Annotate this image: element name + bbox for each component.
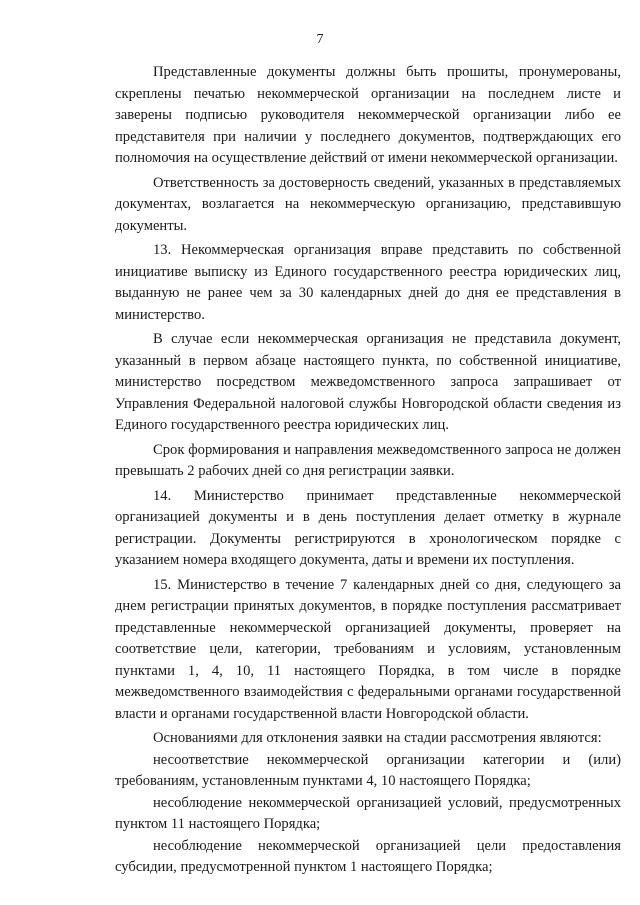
list-item-purpose-violation: несоблюдение некоммерческой организацией цели предоставления субсидии, предусмотренной пунктом 1 настоящего Порядка; [115, 837, 621, 875]
list-item-conditions-violation: несоблюдение некоммерческой организацией условий, предусмотренных пунктом 11 настоящего Порядка; [115, 794, 621, 832]
document-body [115, 62, 621, 879]
paragraph-documents-requirements: Представленные документы должны быть прошиты, пронумерованы, скреплены печатью некоммерческой организации на последнем листе и заверены подписью руководителя некоммерческой организации либо ее представителя при наличии у последнего документов, подтверждающих его полномочия на осуществление действий от имени некоммерческой организации. [115, 64, 621, 166]
paragraph-clause-15: 15. Министерство в течение 7 календарных дней со дня, следующего за днем регистрации принятых документов, в порядке поступления рассматривает представленные некоммерческой организацией документы, проверяет на соответствие цели, категории, требованиям и условиям, установленным пунктами 1, 4, 10, 11 настоящего Порядка, в том числе в порядке межведомственного взаимодействия с федеральными органами государственной власти и органами государственной власти Новгородской области. [115, 576, 621, 722]
paragraph-clause-14: 14. Министерство принимает представленные некоммерческой организацией документы и в день поступления делает отметку в журнале регистрации. Документы регистрируются в хронологическом порядке с указанием номера входящего документа, даты и времени их поступления. [115, 487, 621, 568]
paragraph-clause-13: 13. Некоммерческая организация вправе представить по собственной инициативе выписку из Единого государственного реестра юридических лиц, выданную не ранее чем за 30 календарных дней до дня ее представления в министерство. [115, 242, 621, 323]
paragraph-request-deadline: Срок формирования и направления межведомственного запроса не должен превышать 2 рабочих дней со дня регистрации заявки. [115, 441, 621, 479]
paragraph-interagency-request: В случае если некоммерческая организация не представила документ, указанный в первом абзаце настоящего пункта, по собственной инициативе, министерство посредством межведомственного запроса запрашивает от Управления Федеральной налоговой службы Новгородской области сведения из Единого государственного реестра юридических лиц. [115, 331, 621, 433]
list-item-category-mismatch: несоответствие некоммерческой организации категории и (или) требованиям, установленным пунктами 4, 10 настоящего Порядка; [115, 751, 621, 789]
paragraph-responsibility: Ответственность за достоверность сведений, указанных в представляемых документах, возлагается на некоммерческую организацию, представившую документы. [115, 174, 621, 234]
paragraph-rejection-grounds: Основаниями для отклонения заявки на стадии рассмотрения являются: [153, 730, 602, 746]
page-number: 7 [316, 32, 324, 47]
